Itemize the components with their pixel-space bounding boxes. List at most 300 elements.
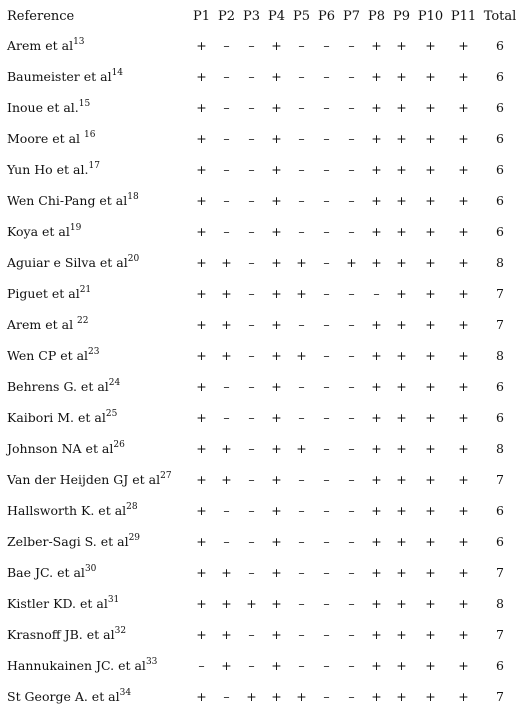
criterion-mark-p8: + bbox=[371, 69, 382, 84]
criterion-mark-p4: + bbox=[271, 689, 282, 704]
criterion-mark-p10: + bbox=[425, 38, 436, 53]
criterion-mark-p4: + bbox=[271, 379, 282, 394]
total-score: 6 bbox=[496, 38, 504, 53]
criterion-mark-p4: + bbox=[271, 348, 282, 363]
criterion-mark-p4: + bbox=[271, 38, 282, 53]
reference-name: Arem et al bbox=[7, 317, 78, 332]
criterion-mark-p11: + bbox=[458, 596, 469, 611]
criterion-mark-p2: – bbox=[223, 100, 230, 115]
criterion-mark-p2: + bbox=[221, 627, 232, 642]
reference-citation-number: 25 bbox=[105, 408, 118, 419]
criterion-mark-p1: + bbox=[196, 379, 207, 394]
criterion-mark-p8: + bbox=[371, 317, 382, 332]
criterion-mark-p3: – bbox=[248, 100, 255, 115]
reference-name: Baumeister et al bbox=[7, 69, 112, 84]
total-score: 8 bbox=[496, 255, 504, 270]
criterion-mark-p8: + bbox=[371, 255, 382, 270]
reference-name: Bae JC. et al bbox=[7, 565, 85, 580]
criterion-mark-p3: – bbox=[248, 286, 255, 301]
table-row bbox=[3, 433, 520, 464]
criterion-mark-p10: + bbox=[425, 689, 436, 704]
criterion-mark-p1: + bbox=[196, 131, 207, 146]
criterion-mark-p8: + bbox=[371, 410, 382, 425]
criterion-mark-p8: + bbox=[371, 503, 382, 518]
criterion-mark-p9: + bbox=[396, 472, 407, 487]
criterion-mark-p4: + bbox=[271, 658, 282, 673]
criterion-mark-p4: + bbox=[271, 596, 282, 611]
criterion-mark-p3: – bbox=[248, 348, 255, 363]
reference-cell bbox=[3, 92, 189, 123]
criterion-mark-p11: + bbox=[458, 38, 469, 53]
reference-cell bbox=[3, 619, 189, 650]
criterion-mark-p1: + bbox=[196, 441, 207, 456]
table-row bbox=[3, 464, 520, 495]
criterion-mark-p7: – bbox=[348, 534, 355, 549]
criterion-mark-p10: + bbox=[425, 472, 436, 487]
criterion-mark-p1: + bbox=[196, 317, 207, 332]
reference-cell bbox=[3, 216, 189, 247]
criterion-mark-p11: + bbox=[458, 658, 469, 673]
criterion-mark-p7: – bbox=[348, 193, 355, 208]
criterion-mark-p8: + bbox=[371, 689, 382, 704]
criterion-mark-p10: + bbox=[425, 348, 436, 363]
criterion-mark-p11: + bbox=[458, 410, 469, 425]
criterion-mark-p10: + bbox=[425, 317, 436, 332]
criterion-mark-p8: + bbox=[371, 131, 382, 146]
reference-name: Wen Chi-Pang et al bbox=[7, 193, 128, 208]
header-p8: P8 bbox=[367, 8, 386, 24]
criterion-mark-p3: – bbox=[248, 441, 255, 456]
criterion-mark-p1: + bbox=[196, 627, 207, 642]
criterion-mark-p3: + bbox=[246, 596, 257, 611]
criterion-mark-p2: + bbox=[221, 255, 232, 270]
reference-cell bbox=[3, 154, 189, 185]
criterion-mark-p8: + bbox=[371, 100, 382, 115]
reference-cell bbox=[3, 309, 189, 340]
reference-cell bbox=[3, 464, 189, 495]
criterion-mark-p6: – bbox=[323, 503, 330, 518]
criterion-mark-p9: + bbox=[396, 286, 407, 301]
criterion-mark-p9: + bbox=[396, 69, 407, 84]
criterion-mark-p1: + bbox=[196, 534, 207, 549]
table-row bbox=[3, 61, 520, 92]
reference-citation-number: 14 bbox=[111, 67, 124, 78]
criterion-mark-p2: – bbox=[223, 131, 230, 146]
criterion-mark-p11: + bbox=[458, 565, 469, 580]
reference-name: Behrens G. et al bbox=[7, 379, 109, 394]
total-score: 8 bbox=[496, 441, 504, 456]
criterion-mark-p5: – bbox=[298, 193, 305, 208]
header-reference: Reference bbox=[7, 8, 75, 24]
criterion-mark-p7: – bbox=[348, 100, 355, 115]
criterion-mark-p9: + bbox=[396, 38, 407, 53]
criterion-mark-p11: + bbox=[458, 162, 469, 177]
table-row bbox=[3, 340, 520, 371]
criterion-mark-p11: + bbox=[458, 317, 469, 332]
criterion-mark-p5: – bbox=[298, 224, 305, 239]
total-score: 6 bbox=[496, 162, 504, 177]
criterion-mark-p5: + bbox=[296, 255, 307, 270]
criterion-mark-p11: + bbox=[458, 255, 469, 270]
reference-cell bbox=[3, 278, 189, 309]
table-row bbox=[3, 185, 520, 216]
criterion-mark-p2: – bbox=[223, 410, 230, 425]
total-score: 6 bbox=[496, 658, 504, 673]
criterion-mark-p5: – bbox=[298, 534, 305, 549]
criterion-mark-p4: + bbox=[271, 565, 282, 580]
reference-name: Aguiar e Silva et al bbox=[7, 255, 128, 270]
criterion-mark-p6: – bbox=[323, 472, 330, 487]
criterion-mark-p10: + bbox=[425, 286, 436, 301]
reference-name: Yun Ho et al. bbox=[7, 162, 89, 177]
criterion-mark-p10: + bbox=[425, 100, 436, 115]
header-total: Total bbox=[483, 8, 517, 24]
criterion-mark-p8: + bbox=[371, 534, 382, 549]
criterion-mark-p7: – bbox=[348, 689, 355, 704]
criterion-mark-p5: – bbox=[298, 410, 305, 425]
criterion-mark-p4: + bbox=[271, 224, 282, 239]
header-p6: P6 bbox=[317, 8, 336, 24]
total-score: 6 bbox=[496, 131, 504, 146]
total-score: 6 bbox=[496, 100, 504, 115]
criterion-mark-p3: – bbox=[248, 224, 255, 239]
table-row bbox=[3, 588, 520, 619]
criterion-mark-p1: + bbox=[196, 503, 207, 518]
criterion-mark-p10: + bbox=[425, 131, 436, 146]
criterion-mark-p3: – bbox=[248, 162, 255, 177]
table-row bbox=[3, 154, 520, 185]
criterion-mark-p5: – bbox=[298, 131, 305, 146]
criterion-mark-p2: + bbox=[221, 286, 232, 301]
table-row bbox=[3, 371, 520, 402]
criterion-mark-p2: – bbox=[223, 193, 230, 208]
criterion-mark-p6: – bbox=[323, 348, 330, 363]
criterion-mark-p10: + bbox=[425, 69, 436, 84]
total-score: 6 bbox=[496, 69, 504, 84]
reference-cell bbox=[3, 185, 189, 216]
reference-name: Johnson NA et al bbox=[7, 441, 114, 456]
criterion-mark-p7: – bbox=[348, 317, 355, 332]
table-body bbox=[3, 30, 520, 712]
reference-cell bbox=[3, 557, 189, 588]
reference-citation-number: 15 bbox=[78, 98, 91, 109]
criterion-mark-p7: – bbox=[348, 69, 355, 84]
reference-name: St George A. et al bbox=[7, 689, 120, 704]
reference-cell bbox=[3, 681, 189, 712]
criterion-mark-p9: + bbox=[396, 503, 407, 518]
criterion-mark-p6: – bbox=[323, 534, 330, 549]
criterion-mark-p3: – bbox=[248, 627, 255, 642]
criterion-mark-p9: + bbox=[396, 441, 407, 456]
criterion-mark-p3: – bbox=[248, 379, 255, 394]
criterion-mark-p4: + bbox=[271, 472, 282, 487]
criterion-mark-p6: – bbox=[323, 658, 330, 673]
criterion-mark-p9: + bbox=[396, 596, 407, 611]
criterion-mark-p11: + bbox=[458, 100, 469, 115]
criterion-mark-p2: – bbox=[223, 224, 230, 239]
criterion-mark-p6: – bbox=[323, 596, 330, 611]
criterion-mark-p3: – bbox=[248, 255, 255, 270]
reference-citation-number: 23 bbox=[88, 346, 100, 357]
reference-cell bbox=[3, 650, 189, 681]
criterion-mark-p1: + bbox=[196, 255, 207, 270]
header-p2: P2 bbox=[217, 8, 236, 24]
criterion-mark-p11: + bbox=[458, 193, 469, 208]
criterion-mark-p11: + bbox=[458, 224, 469, 239]
criterion-mark-p9: + bbox=[396, 379, 407, 394]
reference-citation-number: 30 bbox=[84, 563, 97, 574]
criterion-mark-p7: – bbox=[348, 441, 355, 456]
reference-citation-number: 34 bbox=[119, 687, 132, 698]
criterion-mark-p1: + bbox=[196, 193, 207, 208]
criterion-mark-p4: + bbox=[271, 503, 282, 518]
criterion-mark-p8: + bbox=[371, 565, 382, 580]
criterion-mark-p6: – bbox=[323, 162, 330, 177]
total-score: 7 bbox=[496, 689, 504, 704]
criterion-mark-p8: + bbox=[371, 193, 382, 208]
criterion-mark-p3: – bbox=[248, 317, 255, 332]
table-row bbox=[3, 216, 520, 247]
header-p1: P1 bbox=[192, 8, 211, 24]
reference-name: Inoue et al. bbox=[7, 100, 79, 115]
table-row bbox=[3, 495, 520, 526]
criterion-mark-p2: – bbox=[223, 379, 230, 394]
criterion-mark-p5: – bbox=[298, 317, 305, 332]
criterion-mark-p6: – bbox=[323, 627, 330, 642]
criterion-mark-p2: – bbox=[223, 162, 230, 177]
criterion-mark-p6: – bbox=[323, 565, 330, 580]
reference-citation-number: 33 bbox=[145, 656, 158, 667]
criterion-mark-p2: + bbox=[221, 348, 232, 363]
criterion-mark-p2: – bbox=[223, 69, 230, 84]
criterion-mark-p1: + bbox=[196, 689, 207, 704]
reference-name: Piguet et al bbox=[7, 286, 80, 301]
criterion-mark-p8: + bbox=[371, 627, 382, 642]
criterion-mark-p5: – bbox=[298, 379, 305, 394]
reference-name: Hannukainen JC. et al bbox=[7, 658, 146, 673]
criterion-mark-p4: + bbox=[271, 193, 282, 208]
reference-name: Koya et al bbox=[7, 224, 70, 239]
reference-citation-number: 29 bbox=[128, 532, 141, 543]
criterion-mark-p1: + bbox=[196, 224, 207, 239]
criterion-mark-p10: + bbox=[425, 255, 436, 270]
criterion-mark-p7: – bbox=[348, 162, 355, 177]
criterion-mark-p1: + bbox=[196, 100, 207, 115]
criterion-mark-p10: + bbox=[425, 379, 436, 394]
criterion-mark-p8: + bbox=[371, 379, 382, 394]
criterion-mark-p5: – bbox=[298, 472, 305, 487]
criterion-mark-p7: – bbox=[348, 286, 355, 301]
reference-citation-number: 22 bbox=[77, 315, 89, 326]
reference-citation-number: 24 bbox=[108, 377, 121, 388]
reference-cell bbox=[3, 526, 189, 557]
criterion-mark-p7: – bbox=[348, 627, 355, 642]
criterion-mark-p10: + bbox=[425, 534, 436, 549]
total-score: 6 bbox=[496, 534, 504, 549]
reference-cell bbox=[3, 495, 189, 526]
criterion-mark-p11: + bbox=[458, 131, 469, 146]
criterion-mark-p6: – bbox=[323, 441, 330, 456]
criterion-mark-p2: – bbox=[223, 689, 230, 704]
criterion-mark-p8: – bbox=[373, 286, 380, 301]
criterion-mark-p11: + bbox=[458, 472, 469, 487]
table-row bbox=[3, 526, 520, 557]
criterion-mark-p1: + bbox=[196, 596, 207, 611]
criterion-mark-p5: + bbox=[296, 689, 307, 704]
criterion-mark-p9: + bbox=[396, 348, 407, 363]
table-row bbox=[3, 309, 520, 340]
criterion-mark-p6: – bbox=[323, 193, 330, 208]
criterion-mark-p5: – bbox=[298, 596, 305, 611]
criterion-mark-p9: + bbox=[396, 224, 407, 239]
criterion-mark-p4: + bbox=[271, 100, 282, 115]
criterion-mark-p6: – bbox=[323, 689, 330, 704]
total-score: 7 bbox=[496, 472, 504, 487]
criterion-mark-p11: + bbox=[458, 441, 469, 456]
criterion-mark-p1: + bbox=[196, 38, 207, 53]
criterion-mark-p3: – bbox=[248, 69, 255, 84]
header-p9: P9 bbox=[392, 8, 411, 24]
criterion-mark-p5: – bbox=[298, 658, 305, 673]
reference-citation-number: 19 bbox=[69, 222, 82, 233]
header-p11: P11 bbox=[450, 8, 477, 24]
criterion-mark-p3: – bbox=[248, 410, 255, 425]
total-score: 6 bbox=[496, 193, 504, 208]
criterion-mark-p8: + bbox=[371, 224, 382, 239]
criterion-mark-p11: + bbox=[458, 689, 469, 704]
table-row bbox=[3, 557, 520, 588]
criterion-mark-p10: + bbox=[425, 503, 436, 518]
criterion-mark-p2: + bbox=[221, 441, 232, 456]
criterion-mark-p11: + bbox=[458, 286, 469, 301]
reference-cell bbox=[3, 588, 189, 619]
criterion-mark-p1: – bbox=[198, 658, 205, 673]
criterion-mark-p4: + bbox=[271, 441, 282, 456]
criterion-mark-p6: – bbox=[323, 286, 330, 301]
header-p4: P4 bbox=[267, 8, 286, 24]
criterion-mark-p6: – bbox=[323, 255, 330, 270]
criterion-mark-p10: + bbox=[425, 410, 436, 425]
criterion-mark-p5: – bbox=[298, 100, 305, 115]
reference-cell bbox=[3, 433, 189, 464]
total-score: 8 bbox=[496, 596, 504, 611]
reference-citation-number: 21 bbox=[79, 284, 92, 295]
criterion-mark-p1: + bbox=[196, 162, 207, 177]
criterion-mark-p4: + bbox=[271, 627, 282, 642]
criterion-mark-p7: – bbox=[348, 224, 355, 239]
criterion-mark-p3: – bbox=[248, 38, 255, 53]
criterion-mark-p8: + bbox=[371, 472, 382, 487]
reference-name: Kaibori M. et al bbox=[7, 410, 106, 425]
table-row bbox=[3, 247, 520, 278]
criterion-mark-p6: – bbox=[323, 317, 330, 332]
reference-cell bbox=[3, 371, 189, 402]
criterion-mark-p1: + bbox=[196, 286, 207, 301]
criterion-mark-p6: – bbox=[323, 379, 330, 394]
criterion-mark-p1: + bbox=[196, 565, 207, 580]
criterion-mark-p9: + bbox=[396, 193, 407, 208]
criterion-mark-p10: + bbox=[425, 596, 436, 611]
criterion-mark-p3: – bbox=[248, 131, 255, 146]
criterion-mark-p7: + bbox=[346, 255, 357, 270]
criterion-mark-p8: + bbox=[371, 348, 382, 363]
criterion-mark-p4: + bbox=[271, 131, 282, 146]
criterion-mark-p9: + bbox=[396, 565, 407, 580]
reference-citation-number: 31 bbox=[107, 594, 120, 605]
reference-name: Moore et al bbox=[7, 131, 85, 146]
reference-citation-number: 20 bbox=[127, 253, 140, 264]
quality-assessment-table bbox=[3, 2, 520, 712]
criterion-mark-p5: – bbox=[298, 503, 305, 518]
criterion-mark-p10: + bbox=[425, 193, 436, 208]
criterion-mark-p5: + bbox=[296, 441, 307, 456]
criterion-mark-p4: + bbox=[271, 410, 282, 425]
table-row bbox=[3, 650, 520, 681]
criterion-mark-p8: + bbox=[371, 658, 382, 673]
table-row bbox=[3, 92, 520, 123]
criterion-mark-p10: + bbox=[425, 627, 436, 642]
criterion-mark-p10: + bbox=[425, 162, 436, 177]
total-score: 6 bbox=[496, 410, 504, 425]
criterion-mark-p5: – bbox=[298, 565, 305, 580]
reference-citation-number: 28 bbox=[126, 501, 138, 512]
criterion-mark-p4: + bbox=[271, 69, 282, 84]
criterion-mark-p6: – bbox=[323, 131, 330, 146]
criterion-mark-p6: – bbox=[323, 38, 330, 53]
reference-citation-number: 26 bbox=[113, 439, 125, 450]
criterion-mark-p9: + bbox=[396, 534, 407, 549]
header-p3: P3 bbox=[242, 8, 261, 24]
criterion-mark-p4: + bbox=[271, 286, 282, 301]
criterion-mark-p8: + bbox=[371, 596, 382, 611]
criterion-mark-p10: + bbox=[425, 565, 436, 580]
criterion-mark-p7: – bbox=[348, 658, 355, 673]
reference-name: Zelber-Sagi S. et al bbox=[7, 534, 129, 549]
criterion-mark-p10: + bbox=[425, 658, 436, 673]
criterion-mark-p3: – bbox=[248, 565, 255, 580]
reference-citation-number: 13 bbox=[73, 36, 85, 47]
criterion-mark-p6: – bbox=[323, 224, 330, 239]
criterion-mark-p2: – bbox=[223, 38, 230, 53]
criterion-mark-p6: – bbox=[323, 100, 330, 115]
criterion-mark-p7: – bbox=[348, 131, 355, 146]
reference-citation-number: 17 bbox=[88, 160, 100, 171]
criterion-mark-p7: – bbox=[348, 503, 355, 518]
reference-name: Arem et al bbox=[7, 38, 74, 53]
criterion-mark-p8: + bbox=[371, 441, 382, 456]
criterion-mark-p7: – bbox=[348, 38, 355, 53]
total-score: 7 bbox=[496, 286, 504, 301]
criterion-mark-p7: – bbox=[348, 472, 355, 487]
criterion-mark-p11: + bbox=[458, 503, 469, 518]
criterion-mark-p9: + bbox=[396, 317, 407, 332]
criterion-mark-p4: + bbox=[271, 317, 282, 332]
criterion-mark-p4: + bbox=[271, 162, 282, 177]
criterion-mark-p9: + bbox=[396, 689, 407, 704]
reference-name: Wen CP et al bbox=[7, 348, 89, 363]
criterion-mark-p2: + bbox=[221, 317, 232, 332]
reference-citation-number: 16 bbox=[84, 129, 96, 140]
table-row bbox=[3, 619, 520, 650]
criterion-mark-p9: + bbox=[396, 162, 407, 177]
criterion-mark-p2: – bbox=[223, 503, 230, 518]
criterion-mark-p8: + bbox=[371, 38, 382, 53]
criterion-mark-p5: – bbox=[298, 162, 305, 177]
criterion-mark-p9: + bbox=[396, 131, 407, 146]
criterion-mark-p1: + bbox=[196, 348, 207, 363]
criterion-mark-p7: – bbox=[348, 379, 355, 394]
criterion-mark-p1: + bbox=[196, 69, 207, 84]
